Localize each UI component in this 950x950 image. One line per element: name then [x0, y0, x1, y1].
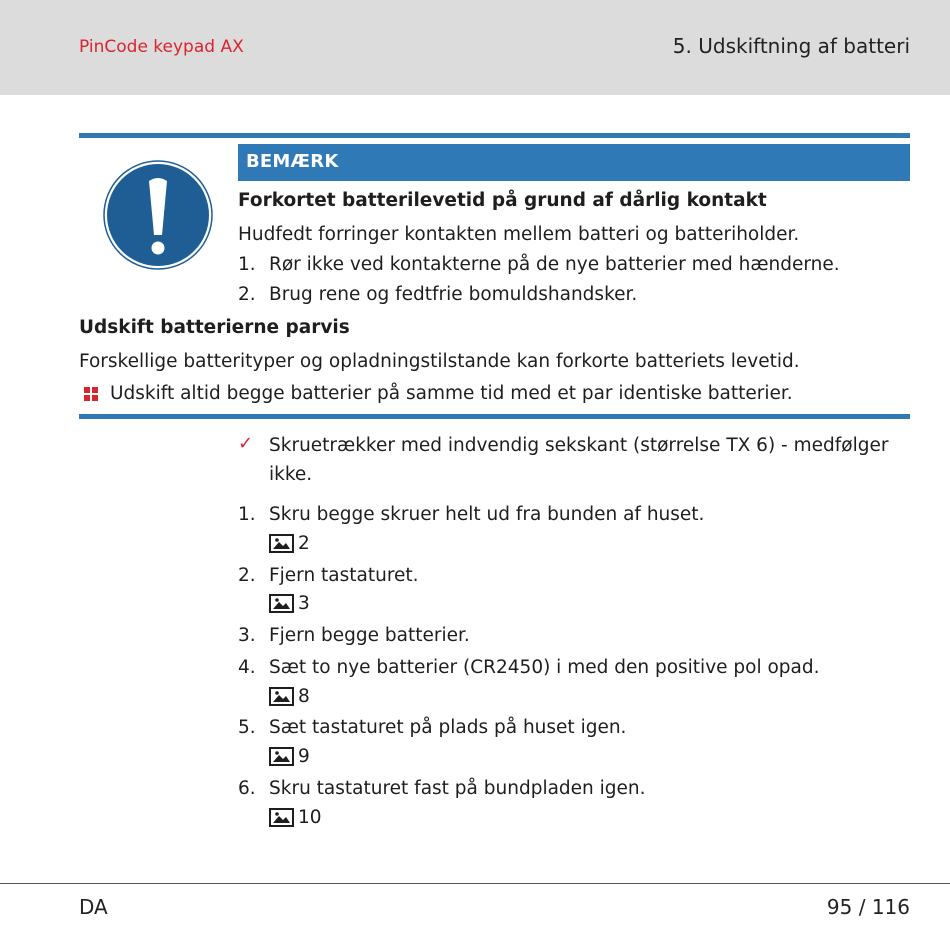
image-icon: [269, 747, 294, 766]
step-number: 5.: [238, 717, 256, 738]
notice-bottom-rule: [79, 414, 910, 419]
notice-step-number: 1.: [238, 254, 256, 275]
figure-number: 3: [298, 592, 310, 614]
notice-step-number: 2.: [238, 284, 256, 305]
step-number: 3.: [238, 625, 256, 646]
notice-title: BEMÆRK: [246, 151, 339, 172]
notice-subheading: Udskift batterierne parvis: [79, 317, 350, 338]
step-number: 6.: [238, 778, 256, 799]
step-number: 1.: [238, 504, 256, 525]
notice-top-rule: [79, 133, 910, 138]
step-number: 2.: [238, 565, 256, 586]
step-text: Sæt tastaturet på plads på huset igen.: [269, 717, 627, 738]
notice-step-text: Rør ikke ved kontakterne på de nye batterier med hænderne.: [269, 254, 840, 275]
figure-reference: [269, 685, 310, 707]
figure-reference: [269, 806, 322, 828]
step-text: Sæt to nye batterier (CR2450) i med den positive pol opad.: [269, 657, 820, 678]
step-text: Fjern begge batterier.: [269, 625, 470, 646]
notice-subtext: Forskellige batterityper og opladningstilstande kan forkorte batteriets levetid.: [79, 351, 800, 372]
footer-rule: [0, 883, 950, 884]
checkmark-icon: ✓: [238, 433, 254, 454]
product-name: PinCode keypad AX: [79, 37, 244, 57]
step-number: 4.: [238, 657, 256, 678]
step-text: Skru begge skruer helt ud fra bunden af huset.: [269, 504, 705, 525]
notice-heading: Forkortet batterilevetid på grund af dårlig kontakt: [238, 190, 767, 211]
image-icon: [269, 594, 294, 613]
footer-language: DA: [79, 895, 108, 919]
figure-reference: [269, 745, 310, 767]
requirement-text: Skruetrækker med indvendig sekskant (størrelse TX 6) - medfølger: [269, 435, 889, 456]
notice-title-bar: [238, 144, 910, 181]
figure-number: 2: [298, 532, 310, 554]
notice-text: Hudfedt forringer kontakten mellem batteri og batteriholder.: [238, 224, 800, 245]
image-icon: [269, 808, 294, 827]
figure-number: 10: [298, 806, 322, 828]
figure-reference: [269, 532, 310, 554]
step-text: Fjern tastaturet.: [269, 565, 419, 586]
exclamation-icon: [103, 160, 213, 270]
figure-number: 9: [298, 745, 310, 767]
image-icon: [269, 687, 294, 706]
requirement-text-continued: ikke.: [269, 464, 313, 485]
bullet-icon: [84, 387, 98, 401]
chapter-title: 5. Udskiftning af batteri: [672, 34, 910, 58]
page-number: 95 / 116: [826, 895, 910, 919]
notice-bullet-text: Udskift altid begge batterier på samme tid med et par identiske batterier.: [110, 383, 793, 404]
figure-number: 8: [298, 685, 310, 707]
image-icon: [269, 534, 294, 553]
step-text: Skru tastaturet fast på bundpladen igen.: [269, 778, 646, 799]
notice-step-text: Brug rene og fedtfrie bomuldshandsker.: [269, 284, 638, 305]
figure-reference: [269, 592, 310, 614]
page-header: [0, 0, 950, 95]
